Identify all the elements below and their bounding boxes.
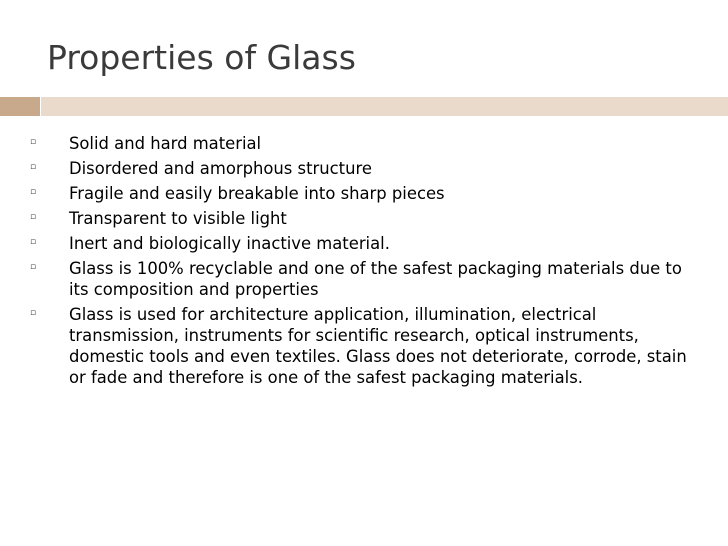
slide-title: Properties of Glass bbox=[47, 38, 356, 77]
bullet-item bbox=[30, 233, 694, 254]
bullet-text: Glass is used for architecture application, illumination, electrical transmission, instruments for scientific research, optical instruments, domestic tools and even textiles. Glass does not deteriorate, corrode, stain or fade and therefore is one of the safest packaging materials. bbox=[69, 305, 687, 387]
bullet-text: Transparent to visible light bbox=[69, 209, 287, 228]
bullet-marker-icon: ▫ bbox=[30, 162, 37, 172]
bullet-marker-icon: ▫ bbox=[30, 187, 37, 197]
bullet-marker-icon: ▫ bbox=[30, 308, 37, 318]
bullet-item bbox=[30, 133, 694, 154]
bullet-item bbox=[30, 208, 694, 229]
bullet-list bbox=[30, 133, 694, 392]
bullet-marker-icon: ▫ bbox=[30, 212, 37, 222]
bullet-marker-icon: ▫ bbox=[30, 137, 37, 147]
title-accent-bar bbox=[0, 97, 728, 116]
bullet-marker-icon: ▫ bbox=[30, 262, 37, 272]
bullet-text: Solid and hard material bbox=[69, 134, 262, 153]
bullet-item bbox=[30, 158, 694, 179]
bullet-text: Fragile and easily breakable into sharp pieces bbox=[69, 184, 445, 203]
bullet-item bbox=[30, 304, 694, 388]
accent-bar-right-segment bbox=[41, 97, 728, 116]
accent-bar-left-segment bbox=[0, 97, 40, 116]
bullet-text: Disordered and amorphous structure bbox=[69, 159, 372, 178]
bullet-text: Glass is 100% recyclable and one of the safest packaging materials due to its composition and properties bbox=[69, 259, 682, 299]
bullet-item bbox=[30, 183, 694, 204]
bullet-item bbox=[30, 258, 694, 300]
bullet-marker-icon: ▫ bbox=[30, 237, 37, 247]
bullet-text: Inert and biologically inactive material. bbox=[69, 234, 390, 253]
